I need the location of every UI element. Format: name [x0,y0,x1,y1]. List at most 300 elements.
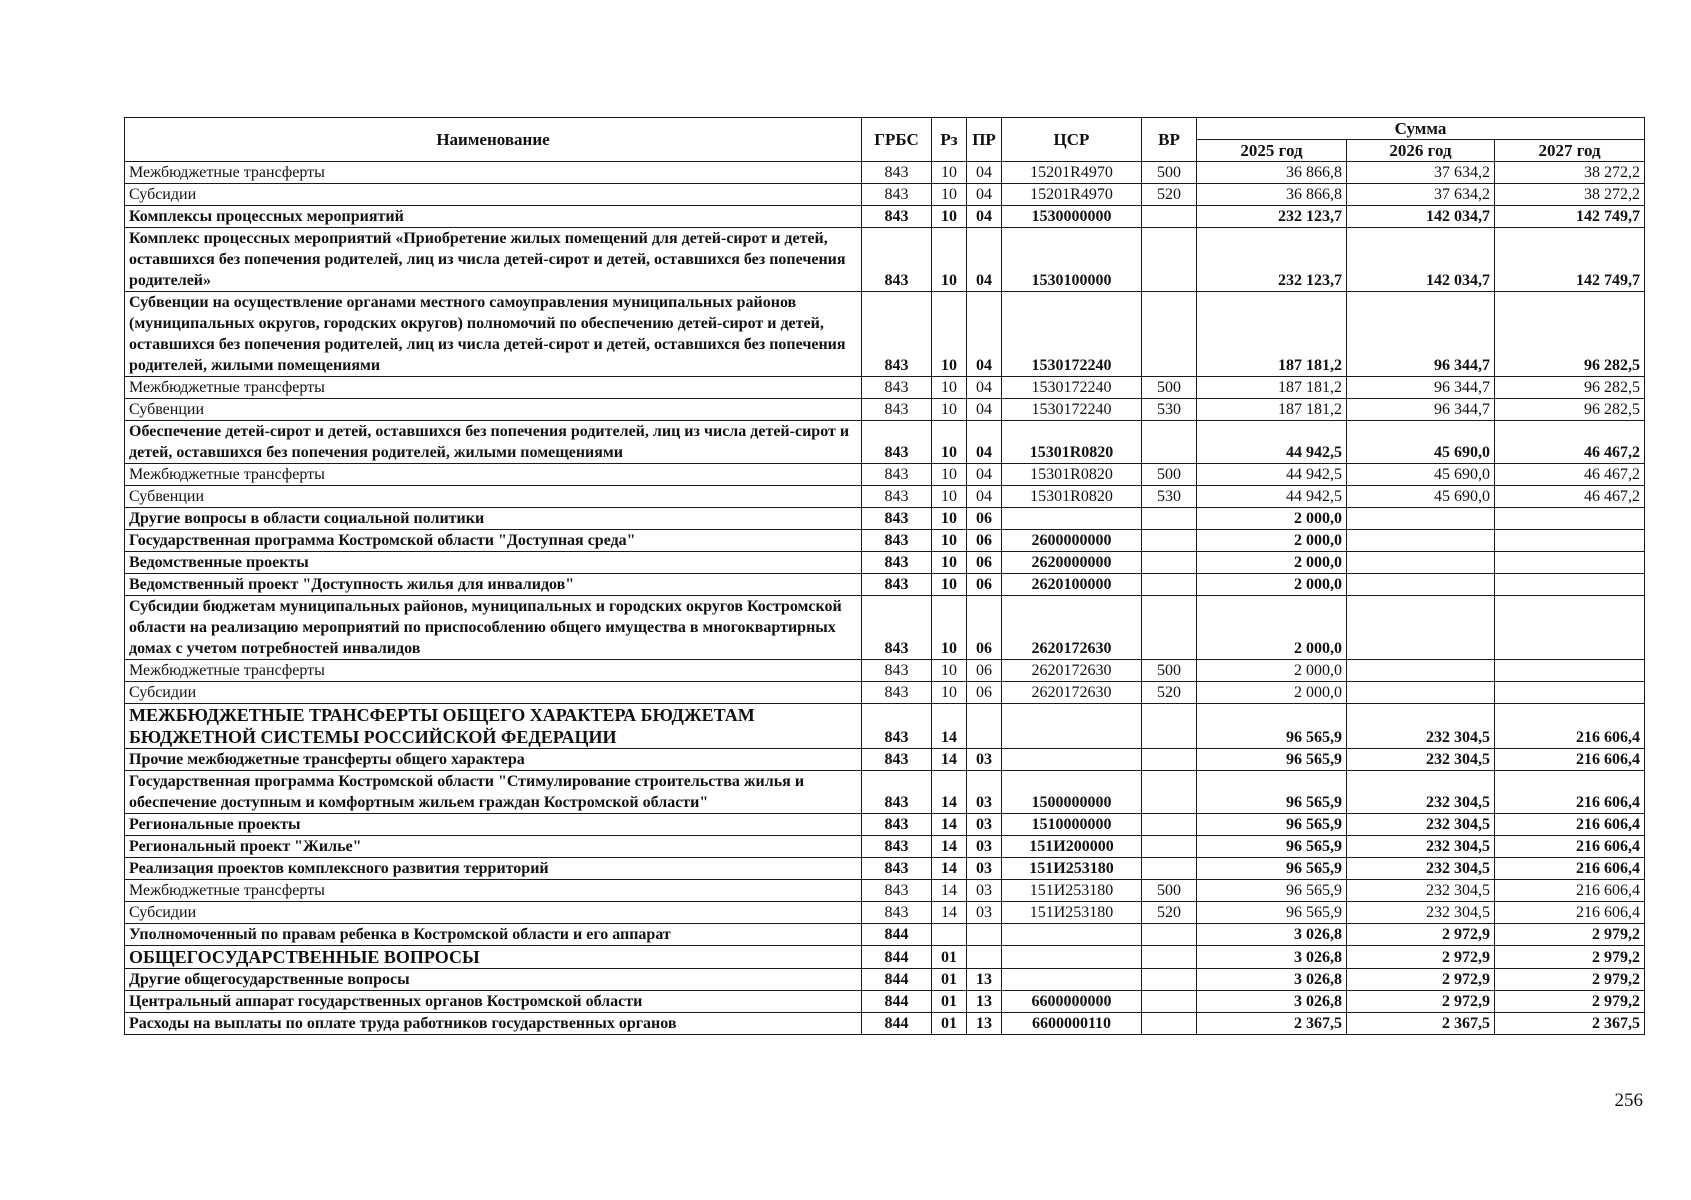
cell-sum-2025: 44 942,5 [1197,421,1347,464]
header-year-2027: 2027 год [1495,140,1645,162]
cell-rz: 10 [932,399,967,421]
cell-rz: 10 [932,184,967,206]
cell-pr: 06 [967,530,1002,552]
cell-sum-2026: 232 304,5 [1347,858,1495,880]
cell-csr [1002,946,1142,969]
cell-sum-2026: 232 304,5 [1347,836,1495,858]
cell-pr: 13 [967,1013,1002,1035]
cell-vr: 500 [1142,660,1197,682]
cell-grbs: 843 [862,508,932,530]
cell-sum-2027: 96 282,5 [1495,377,1645,399]
cell-sum-2025: 44 942,5 [1197,486,1347,508]
cell-csr [1002,508,1142,530]
cell-grbs: 843 [862,421,932,464]
cell-name: Межбюджетные трансферты [125,880,862,902]
cell-name: Центральный аппарат государственных органов Костромской области [125,991,862,1013]
header-name: Наименование [125,118,862,162]
cell-sum-2025: 187 181,2 [1197,292,1347,377]
cell-csr: 2600000000 [1002,530,1142,552]
table-row [125,508,1645,530]
cell-sum-2027: 96 282,5 [1495,399,1645,421]
cell-sum-2025: 3 026,8 [1197,969,1347,991]
cell-grbs: 843 [862,704,932,749]
cell-name: Другие общегосударственные вопросы [125,969,862,991]
table-row [125,880,1645,902]
cell-vr [1142,836,1197,858]
budget-sheet [124,117,1644,1035]
header-vr: ВР [1142,118,1197,162]
cell-vr: 500 [1142,880,1197,902]
cell-rz: 01 [932,946,967,969]
cell-grbs: 844 [862,1013,932,1035]
cell-sum-2026: 2 972,9 [1347,991,1495,1013]
table-row [125,682,1645,704]
header-pr: ПР [967,118,1002,162]
table-row [125,596,1645,660]
cell-sum-2025: 3 026,8 [1197,924,1347,946]
cell-sum-2026: 45 690,0 [1347,486,1495,508]
cell-name: Государственная программа Костромской области "Доступная среда" [125,530,862,552]
cell-csr [1002,924,1142,946]
cell-vr [1142,969,1197,991]
cell-rz: 10 [932,660,967,682]
cell-name: Межбюджетные трансферты [125,162,862,184]
cell-sum-2027: 142 749,7 [1495,206,1645,228]
cell-name: Региональные проекты [125,814,862,836]
cell-name: Комплексы процессных мероприятий [125,206,862,228]
cell-sum-2027 [1495,552,1645,574]
cell-sum-2026: 37 634,2 [1347,184,1495,206]
cell-sum-2027: 216 606,4 [1495,749,1645,771]
cell-sum-2027 [1495,596,1645,660]
cell-pr: 03 [967,858,1002,880]
cell-vr [1142,704,1197,749]
cell-csr: 1530172240 [1002,399,1142,421]
header-rz: Рз [932,118,967,162]
cell-sum-2026: 2 367,5 [1347,1013,1495,1035]
table-row [125,1013,1645,1035]
cell-sum-2027: 2 979,2 [1495,924,1645,946]
cell-sum-2026: 232 304,5 [1347,902,1495,924]
cell-grbs: 844 [862,991,932,1013]
cell-rz: 10 [932,574,967,596]
cell-pr: 13 [967,991,1002,1013]
cell-vr: 500 [1142,162,1197,184]
header-csr: ЦСР [1002,118,1142,162]
table-row [125,552,1645,574]
cell-csr [1002,704,1142,749]
cell-sum-2025: 96 565,9 [1197,771,1347,814]
cell-sum-2026: 232 304,5 [1347,704,1495,749]
cell-pr [967,946,1002,969]
cell-pr: 03 [967,902,1002,924]
table-row [125,704,1645,749]
cell-name: Региональный проект "Жилье" [125,836,862,858]
cell-name: Прочие межбюджетные трансферты общего характера [125,749,862,771]
cell-vr [1142,946,1197,969]
cell-csr: 2620172630 [1002,596,1142,660]
cell-pr: 13 [967,969,1002,991]
cell-name: Межбюджетные трансферты [125,377,862,399]
cell-sum-2027 [1495,530,1645,552]
cell-sum-2025: 2 000,0 [1197,682,1347,704]
cell-vr [1142,858,1197,880]
cell-sum-2025: 96 565,9 [1197,749,1347,771]
cell-rz: 10 [932,530,967,552]
table-row [125,660,1645,682]
cell-sum-2025: 2 000,0 [1197,530,1347,552]
table-row [125,377,1645,399]
cell-pr: 04 [967,486,1002,508]
cell-sum-2027: 46 467,2 [1495,464,1645,486]
cell-sum-2025: 96 565,9 [1197,814,1347,836]
cell-csr: 15301R0820 [1002,464,1142,486]
cell-name: Субсидии [125,682,862,704]
cell-vr [1142,574,1197,596]
cell-sum-2027: 46 467,2 [1495,421,1645,464]
cell-sum-2026: 45 690,0 [1347,464,1495,486]
cell-sum-2026: 232 304,5 [1347,880,1495,902]
cell-grbs: 843 [862,682,932,704]
cell-grbs: 843 [862,880,932,902]
cell-name: Субвенции на осуществление органами местного самоуправления муниципальных районов (муниципальных округов, городских округов) полномочий по обеспечению детей-сирот и детей, оставшихся без попечения родителей, лиц из числа детей-сирот и детей, оставшихся без попечения родителей, жилыми помещениями [125,292,862,377]
cell-rz: 10 [932,421,967,464]
cell-csr: 15301R0820 [1002,421,1142,464]
cell-rz: 14 [932,836,967,858]
cell-grbs: 843 [862,902,932,924]
cell-sum-2025: 96 565,9 [1197,880,1347,902]
cell-sum-2025: 187 181,2 [1197,399,1347,421]
cell-sum-2027: 216 606,4 [1495,814,1645,836]
cell-pr: 06 [967,552,1002,574]
header-grbs: ГРБС [862,118,932,162]
cell-grbs: 843 [862,162,932,184]
cell-vr: 520 [1142,184,1197,206]
cell-vr: 520 [1142,682,1197,704]
cell-sum-2025: 232 123,7 [1197,228,1347,292]
cell-pr: 04 [967,162,1002,184]
table-row [125,399,1645,421]
cell-sum-2026 [1347,552,1495,574]
cell-sum-2027: 38 272,2 [1495,184,1645,206]
cell-name: Другие вопросы в области социальной политики [125,508,862,530]
cell-csr [1002,969,1142,991]
cell-vr [1142,749,1197,771]
cell-rz: 14 [932,880,967,902]
cell-sum-2027: 216 606,4 [1495,858,1645,880]
cell-sum-2027: 216 606,4 [1495,771,1645,814]
cell-pr: 03 [967,836,1002,858]
cell-csr: 151И200000 [1002,836,1142,858]
cell-sum-2026: 232 304,5 [1347,814,1495,836]
cell-rz: 10 [932,228,967,292]
cell-sum-2027: 2 979,2 [1495,946,1645,969]
cell-pr: 06 [967,682,1002,704]
cell-name: ОБЩЕГОСУДАРСТВЕННЫЕ ВОПРОСЫ [125,946,862,969]
cell-rz: 14 [932,814,967,836]
cell-vr: 500 [1142,464,1197,486]
cell-sum-2026: 45 690,0 [1347,421,1495,464]
cell-sum-2025: 96 565,9 [1197,836,1347,858]
cell-pr: 06 [967,508,1002,530]
cell-sum-2025: 2 000,0 [1197,660,1347,682]
cell-sum-2026: 142 034,7 [1347,228,1495,292]
table-row [125,421,1645,464]
cell-grbs: 843 [862,771,932,814]
cell-sum-2025: 3 026,8 [1197,946,1347,969]
cell-pr: 04 [967,377,1002,399]
table-row [125,530,1645,552]
cell-csr: 6600000110 [1002,1013,1142,1035]
cell-rz: 14 [932,749,967,771]
cell-sum-2027: 96 282,5 [1495,292,1645,377]
cell-csr: 151И253180 [1002,902,1142,924]
cell-grbs: 843 [862,660,932,682]
cell-sum-2025: 36 866,8 [1197,184,1347,206]
cell-rz: 10 [932,682,967,704]
table-row [125,836,1645,858]
cell-csr: 6600000000 [1002,991,1142,1013]
cell-name: Расходы на выплаты по оплате труда работников государственных органов [125,1013,862,1035]
cell-sum-2026 [1347,596,1495,660]
table-row [125,771,1645,814]
cell-rz: 14 [932,771,967,814]
cell-csr: 15201R4970 [1002,162,1142,184]
cell-pr: 04 [967,399,1002,421]
cell-rz: 10 [932,596,967,660]
cell-csr: 1500000000 [1002,771,1142,814]
cell-name: Субвенции [125,486,862,508]
cell-csr: 2620172630 [1002,682,1142,704]
cell-vr [1142,771,1197,814]
cell-sum-2026: 232 304,5 [1347,749,1495,771]
cell-name: Обеспечение детей-сирот и детей, оставшихся без попечения родителей, лиц из числа детей-сирот и детей, оставшихся без попечения родителей, жилыми помещениями [125,421,862,464]
cell-vr [1142,530,1197,552]
cell-csr: 15201R4970 [1002,184,1142,206]
cell-name: Ведомственный проект "Доступность жилья для инвалидов" [125,574,862,596]
cell-rz: 10 [932,206,967,228]
cell-sum-2026 [1347,660,1495,682]
cell-sum-2027: 142 749,7 [1495,228,1645,292]
cell-sum-2026: 2 972,9 [1347,924,1495,946]
table-row [125,184,1645,206]
cell-sum-2025: 96 565,9 [1197,902,1347,924]
table-row [125,464,1645,486]
cell-sum-2027 [1495,574,1645,596]
cell-rz: 10 [932,162,967,184]
cell-grbs: 843 [862,814,932,836]
cell-rz: 01 [932,969,967,991]
cell-csr: 1530172240 [1002,292,1142,377]
cell-sum-2025: 2 000,0 [1197,508,1347,530]
cell-sum-2027: 216 606,4 [1495,880,1645,902]
table-row [125,749,1645,771]
cell-sum-2025: 2 000,0 [1197,596,1347,660]
table-header [125,118,1645,162]
table-row [125,228,1645,292]
cell-vr: 530 [1142,486,1197,508]
cell-csr: 15301R0820 [1002,486,1142,508]
cell-sum-2027: 2 979,2 [1495,969,1645,991]
table-row [125,969,1645,991]
cell-name: Комплекс процессных мероприятий «Приобретение жилых помещений для детей-сирот и детей, оставшихся без попечения родителей, лиц из числа детей-сирот и детей, оставшихся без попечения родителей» [125,228,862,292]
cell-rz: 10 [932,292,967,377]
cell-vr [1142,991,1197,1013]
cell-sum-2026: 232 304,5 [1347,771,1495,814]
cell-csr: 1530100000 [1002,228,1142,292]
cell-csr: 151И253180 [1002,880,1142,902]
table-body [125,162,1645,1035]
header-year-2026: 2026 год [1347,140,1495,162]
cell-csr: 151И253180 [1002,858,1142,880]
cell-pr: 04 [967,206,1002,228]
cell-sum-2027: 216 606,4 [1495,704,1645,749]
cell-pr [967,924,1002,946]
cell-grbs: 843 [862,486,932,508]
cell-grbs: 843 [862,836,932,858]
cell-rz: 14 [932,902,967,924]
cell-vr: 530 [1142,399,1197,421]
table-row [125,162,1645,184]
cell-rz: 10 [932,486,967,508]
cell-csr: 1510000000 [1002,814,1142,836]
header-year-2025: 2025 год [1197,140,1347,162]
table-row [125,292,1645,377]
cell-rz: 10 [932,552,967,574]
cell-sum-2025: 96 565,9 [1197,858,1347,880]
cell-pr: 04 [967,184,1002,206]
cell-name: Уполномоченный по правам ребенка в Костромской области и его аппарат [125,924,862,946]
cell-pr: 06 [967,596,1002,660]
cell-pr: 03 [967,749,1002,771]
cell-grbs: 844 [862,969,932,991]
cell-name: Субсидии [125,184,862,206]
cell-pr: 04 [967,464,1002,486]
cell-pr: 03 [967,880,1002,902]
cell-rz: 01 [932,1013,967,1035]
cell-sum-2026: 96 344,7 [1347,399,1495,421]
cell-grbs: 843 [862,596,932,660]
cell-sum-2025: 187 181,2 [1197,377,1347,399]
cell-rz: 01 [932,991,967,1013]
table-row [125,206,1645,228]
cell-name: Ведомственные проекты [125,552,862,574]
cell-sum-2025: 232 123,7 [1197,206,1347,228]
cell-csr: 2620172630 [1002,660,1142,682]
cell-sum-2025: 2 367,5 [1197,1013,1347,1035]
cell-sum-2026 [1347,682,1495,704]
cell-sum-2026: 96 344,7 [1347,377,1495,399]
cell-pr: 04 [967,228,1002,292]
cell-vr [1142,206,1197,228]
cell-grbs: 843 [862,292,932,377]
cell-grbs: 843 [862,552,932,574]
cell-grbs: 843 [862,574,932,596]
cell-vr [1142,924,1197,946]
cell-name: Межбюджетные трансферты [125,464,862,486]
cell-grbs: 843 [862,530,932,552]
cell-sum-2026: 142 034,7 [1347,206,1495,228]
cell-csr [1002,749,1142,771]
cell-rz [932,924,967,946]
cell-vr [1142,508,1197,530]
cell-pr: 06 [967,660,1002,682]
cell-grbs: 843 [862,228,932,292]
cell-sum-2025: 44 942,5 [1197,464,1347,486]
cell-sum-2025: 2 000,0 [1197,552,1347,574]
cell-sum-2026 [1347,530,1495,552]
cell-vr: 520 [1142,902,1197,924]
cell-name: Субсидии бюджетам муниципальных районов, муниципальных и городских округов Костромской области на реализацию мероприятий по приспособлению общего имущества в многоквартирных домах с учетом потребностей инвалидов [125,596,862,660]
cell-grbs: 843 [862,206,932,228]
cell-vr [1142,228,1197,292]
table-row [125,924,1645,946]
cell-pr: 06 [967,574,1002,596]
cell-grbs: 844 [862,924,932,946]
cell-pr: 03 [967,771,1002,814]
cell-sum-2026: 2 972,9 [1347,969,1495,991]
cell-csr: 2620000000 [1002,552,1142,574]
cell-vr [1142,1013,1197,1035]
cell-name: Субсидии [125,902,862,924]
budget-table [124,117,1645,1035]
cell-pr [967,704,1002,749]
cell-grbs: 843 [862,749,932,771]
cell-name: Субвенции [125,399,862,421]
cell-grbs: 843 [862,464,932,486]
cell-sum-2027: 38 272,2 [1495,162,1645,184]
header-sum: Сумма [1197,118,1645,140]
cell-name: Реализация проектов комплексного развития территорий [125,858,862,880]
cell-name: Государственная программа Костромской области "Стимулирование строительства жилья и обеспечение доступным и комфортным жильем граждан Костромской области" [125,771,862,814]
cell-sum-2026: 96 344,7 [1347,292,1495,377]
cell-rz: 10 [932,464,967,486]
cell-sum-2025: 36 866,8 [1197,162,1347,184]
cell-sum-2027: 46 467,2 [1495,486,1645,508]
cell-sum-2027 [1495,682,1645,704]
cell-pr: 04 [967,292,1002,377]
cell-rz: 10 [932,508,967,530]
table-row [125,946,1645,969]
cell-grbs: 843 [862,184,932,206]
cell-sum-2025: 2 000,0 [1197,574,1347,596]
cell-sum-2025: 96 565,9 [1197,704,1347,749]
page-number: 256 [1614,1090,1643,1111]
cell-sum-2027 [1495,508,1645,530]
cell-grbs: 843 [862,399,932,421]
cell-rz: 14 [932,858,967,880]
cell-sum-2026 [1347,574,1495,596]
cell-pr: 04 [967,421,1002,464]
cell-vr [1142,814,1197,836]
cell-grbs: 843 [862,858,932,880]
cell-sum-2026 [1347,508,1495,530]
cell-rz: 10 [932,377,967,399]
cell-vr: 500 [1142,377,1197,399]
cell-name: МЕЖБЮДЖЕТНЫЕ ТРАНСФЕРТЫ ОБЩЕГО ХАРАКТЕРА БЮДЖЕТАМ БЮДЖЕТНОЙ СИСТЕМЫ РОССИЙСКОЙ ФЕДЕРАЦИИ [125,704,862,749]
cell-name: Межбюджетные трансферты [125,660,862,682]
cell-vr [1142,552,1197,574]
table-row [125,814,1645,836]
cell-pr: 03 [967,814,1002,836]
cell-sum-2026: 2 972,9 [1347,946,1495,969]
cell-csr: 1530000000 [1002,206,1142,228]
table-row [125,574,1645,596]
cell-sum-2027 [1495,660,1645,682]
cell-rz: 14 [932,704,967,749]
cell-vr [1142,292,1197,377]
cell-sum-2027: 216 606,4 [1495,902,1645,924]
